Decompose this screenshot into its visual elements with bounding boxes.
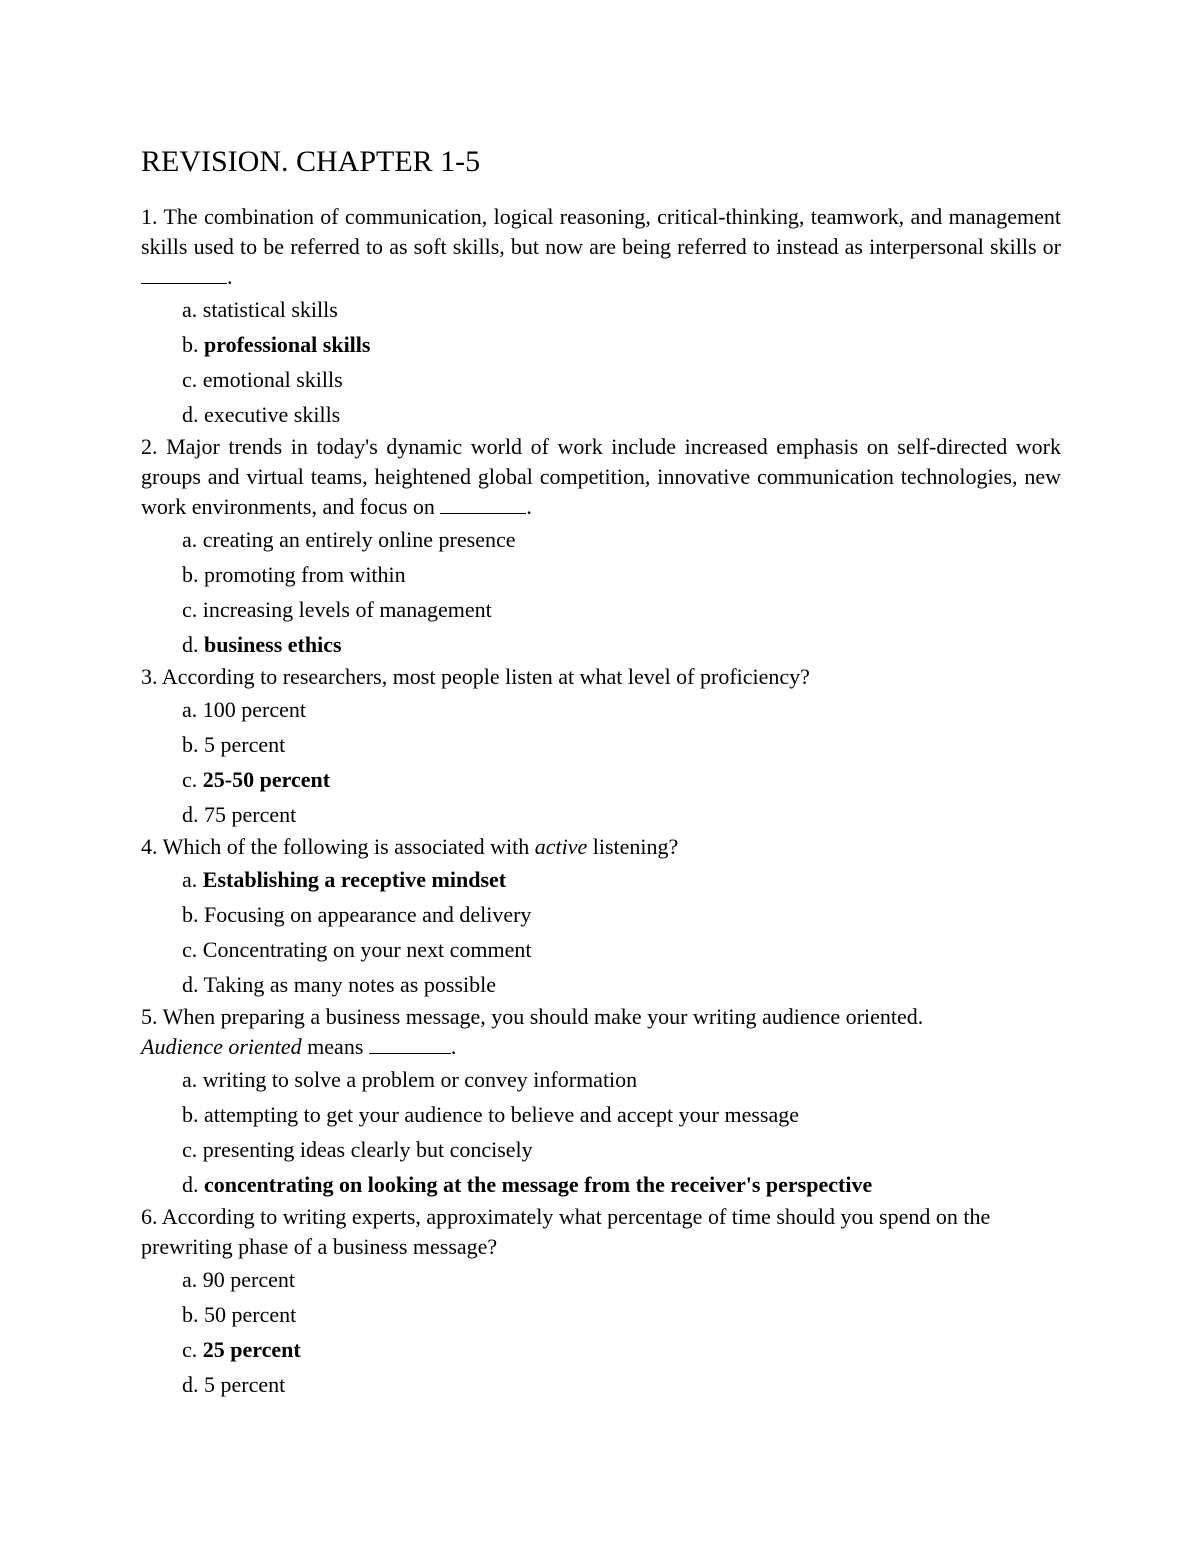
question-text-before: Which of the following is associated with: [162, 834, 530, 859]
option-c-correct: c. 25-50 percent: [182, 767, 331, 792]
question-text: [141, 662, 1061, 692]
question-text: [141, 202, 1061, 292]
option-a-correct: a. Establishing a receptive mindset: [182, 867, 507, 892]
question-text: [141, 432, 1061, 522]
question-number: 1.: [141, 204, 158, 229]
option-list: [141, 1062, 1061, 1202]
question-6: [141, 1202, 1061, 1402]
option-list: [141, 522, 1061, 662]
question-5: [141, 1002, 1061, 1202]
option-b: b. attempting to get your audience to believe and accept your message: [182, 1102, 799, 1127]
option-b: b. 50 percent: [182, 1302, 297, 1327]
option-c: c. emotional skills: [182, 367, 343, 392]
option-d-correct: d. concentrating on looking at the message from the receiver's perspective: [182, 1172, 873, 1197]
option-c-correct: c. 25 percent: [182, 1337, 301, 1362]
question-text-before: Major trends in today's dynamic world of work include increased emphasis on self-directed work groups and virtual teams, heightened global competition, innovative communication technologies, new work environments, and focus on: [141, 434, 1061, 519]
option-list: [141, 862, 1061, 1002]
document-title: REVISION. CHAPTER 1-5: [141, 145, 481, 178]
option-list: [141, 1262, 1061, 1402]
option-d: d. 5 percent: [182, 1372, 286, 1397]
question-text-middle: means: [307, 1034, 364, 1059]
question-text-body: According to researchers, most people listen at what level of proficiency?: [161, 664, 810, 689]
question-number: 2.: [141, 434, 158, 459]
option-a: a. 90 percent: [182, 1267, 295, 1292]
option-a: a. statistical skills: [182, 297, 338, 322]
question-2: [141, 432, 1061, 662]
option-b: b. promoting from within: [182, 562, 406, 587]
question-text: [141, 832, 1061, 862]
question-text-body: According to writing experts, approximately what percentage of time should you spend on the prewriting phase of a business message?: [141, 1204, 991, 1259]
option-d: d. Taking as many notes as possible: [182, 972, 496, 997]
option-d-correct: d. business ethics: [182, 632, 342, 657]
option-d: d. executive skills: [182, 402, 341, 427]
answer-blank: [369, 1035, 451, 1054]
question-number: 6.: [141, 1204, 158, 1229]
option-c: c. increasing levels of management: [182, 597, 492, 622]
option-a: a. creating an entirely online presence: [182, 527, 516, 552]
question-number: 5.: [141, 1004, 158, 1029]
question-text: [141, 1202, 1061, 1262]
option-a: a. writing to solve a problem or convey information: [182, 1067, 638, 1092]
option-b-correct: b. professional skills: [182, 332, 371, 357]
question-1: [141, 202, 1061, 432]
option-list: [141, 692, 1061, 832]
question-text-emphasis: Audience oriented: [141, 1034, 302, 1059]
question-text: [141, 1002, 1061, 1062]
option-d: d. 75 percent: [182, 802, 297, 827]
option-b: b. Focusing on appearance and delivery: [182, 902, 532, 927]
question-text-after: .: [526, 494, 532, 519]
question-text-after: listening?: [592, 834, 679, 859]
option-b: b. 5 percent: [182, 732, 286, 757]
question-number: 3.: [141, 664, 158, 689]
option-list: [141, 292, 1061, 432]
question-text-emphasis: active: [534, 834, 588, 859]
answer-blank: [141, 265, 227, 284]
question-number: 4.: [141, 834, 158, 859]
question-text-after: .: [227, 264, 233, 289]
document-page: [141, 140, 1061, 1402]
answer-blank: [440, 495, 526, 514]
question-text-before: When preparing a business message, you should make your writing audience oriented.: [162, 1004, 924, 1029]
question-3: [141, 662, 1061, 832]
option-c: c. Concentrating on your next comment: [182, 937, 532, 962]
question-text-before: The combination of communication, logical reasoning, critical-thinking, teamwork, and management skills used to be referred to as soft skills, but now are being referred to instead as interpersonal skills or: [141, 204, 1061, 259]
question-4: [141, 832, 1061, 1002]
option-c: c. presenting ideas clearly but concisely: [182, 1137, 533, 1162]
option-a: a. 100 percent: [182, 697, 306, 722]
question-text-after: .: [450, 1034, 457, 1059]
